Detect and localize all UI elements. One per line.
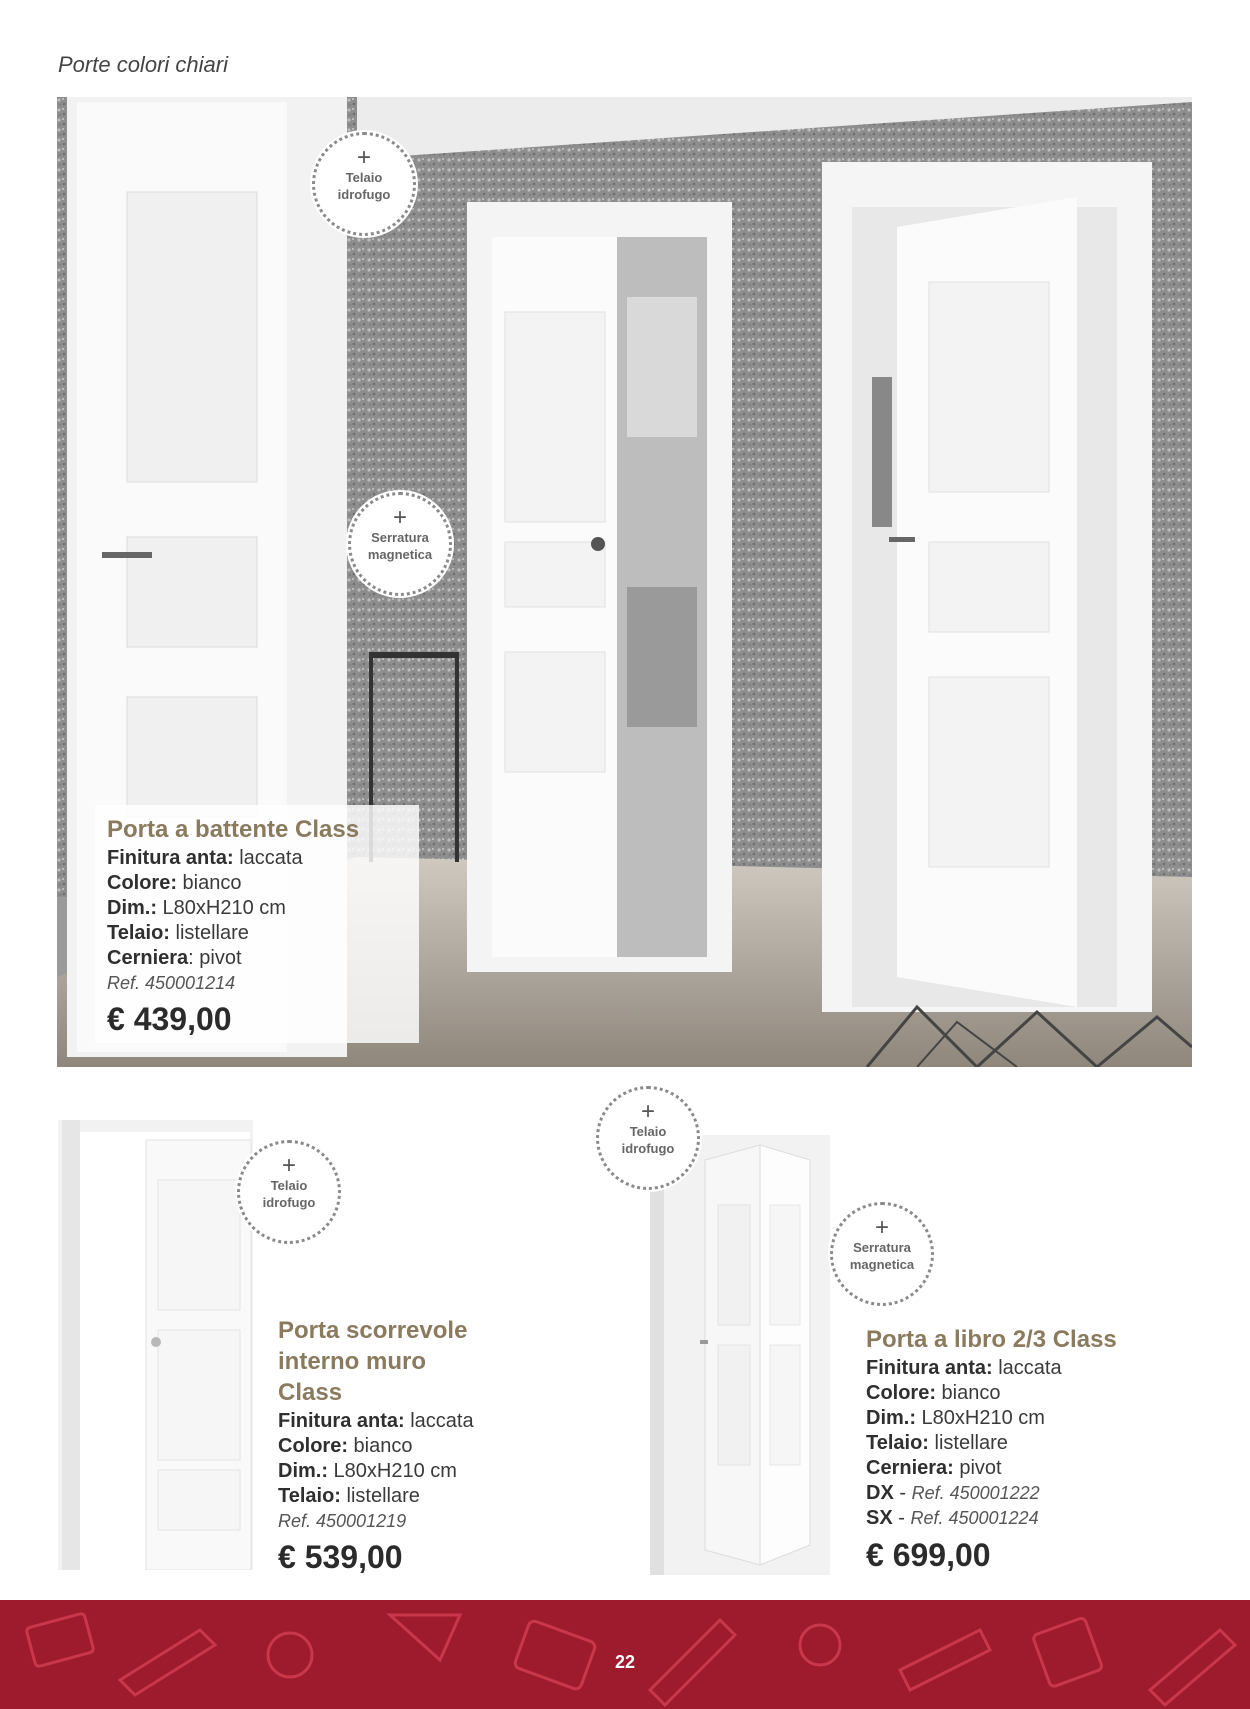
spec-finitura: Finitura anta: laccata: [866, 1357, 1062, 1379]
badge-telaio-idrofugo-3: [596, 1086, 700, 1190]
ref-dx: DX - Ref. 450001222: [866, 1482, 1040, 1504]
product-price: € 539,00: [278, 1539, 403, 1575]
badge-line: Serratura: [853, 1240, 911, 1255]
badge-line: Serratura: [371, 530, 429, 545]
spec-finitura: Finitura anta: laccata: [278, 1410, 474, 1432]
badge-line: idrofugo: [621, 1141, 675, 1156]
spec-telaio: Telaio: listellare: [278, 1485, 420, 1507]
badge-telaio-idrofugo-2: [237, 1140, 341, 1244]
plus-icon: +: [392, 504, 407, 531]
product-title: Porta a libro 2/3 Class: [866, 1326, 1117, 1353]
product-info-battente: [95, 805, 419, 1043]
badge-line: idrofugo: [262, 1195, 316, 1210]
plus-icon: +: [640, 1098, 655, 1125]
spec-dim: Dim.: L80xH210 cm: [278, 1460, 457, 1482]
spec-dim: Dim.: L80xH210 cm: [107, 897, 286, 919]
spec-telaio: Telaio: listellare: [866, 1432, 1008, 1454]
spec-colore: Colore: bianco: [278, 1435, 413, 1457]
badge-telaio-idrofugo: [312, 132, 416, 236]
badge-line: Telaio: [629, 1124, 667, 1139]
product-title: interno muro: [278, 1348, 426, 1375]
section-title: Porte colori chiari: [58, 52, 228, 77]
ref-sx: SX - Ref. 450001224: [866, 1507, 1039, 1529]
product-title: Class: [278, 1379, 343, 1406]
spec-cerniera: Cerniera: pivot: [866, 1457, 1002, 1479]
badge-serratura-magnetica-2: [830, 1202, 934, 1306]
spec-cerniera: Cerniera: pivot: [107, 947, 242, 969]
badge-serratura-magnetica: [348, 492, 452, 596]
badge-line: Telaio: [345, 170, 383, 185]
product-ref: Ref. 450001214: [107, 973, 236, 993]
plus-icon: +: [874, 1214, 889, 1241]
spec-telaio: Telaio: listellare: [107, 922, 249, 944]
badge-line: magnetica: [849, 1257, 915, 1272]
product-image-scorrevole: [58, 1120, 263, 1570]
plus-icon: +: [356, 144, 371, 171]
hero-photo: [57, 97, 1192, 1067]
badge-line: magnetica: [367, 547, 433, 562]
spec-finitura: Finitura anta: laccata: [107, 847, 303, 869]
product-title: Porta a battente Class: [107, 816, 360, 843]
product-price: € 699,00: [866, 1537, 991, 1573]
product-ref: Ref. 450001219: [278, 1511, 407, 1531]
page-number: 22: [614, 1652, 636, 1672]
product-info-libro: [866, 1325, 1206, 1575]
badge-line: idrofugo: [337, 187, 391, 202]
spec-colore: Colore: bianco: [866, 1382, 1001, 1404]
spec-dim: Dim.: L80xH210 cm: [866, 1407, 1045, 1429]
product-image-libro: [640, 1125, 840, 1575]
plus-icon: +: [281, 1152, 296, 1179]
spec-colore: Colore: bianco: [107, 872, 242, 894]
product-info-scorrevole: [278, 1316, 548, 1577]
product-price: € 439,00: [107, 1001, 232, 1037]
product-title: Porta scorrevole: [278, 1317, 468, 1344]
badge-line: Telaio: [270, 1178, 308, 1193]
